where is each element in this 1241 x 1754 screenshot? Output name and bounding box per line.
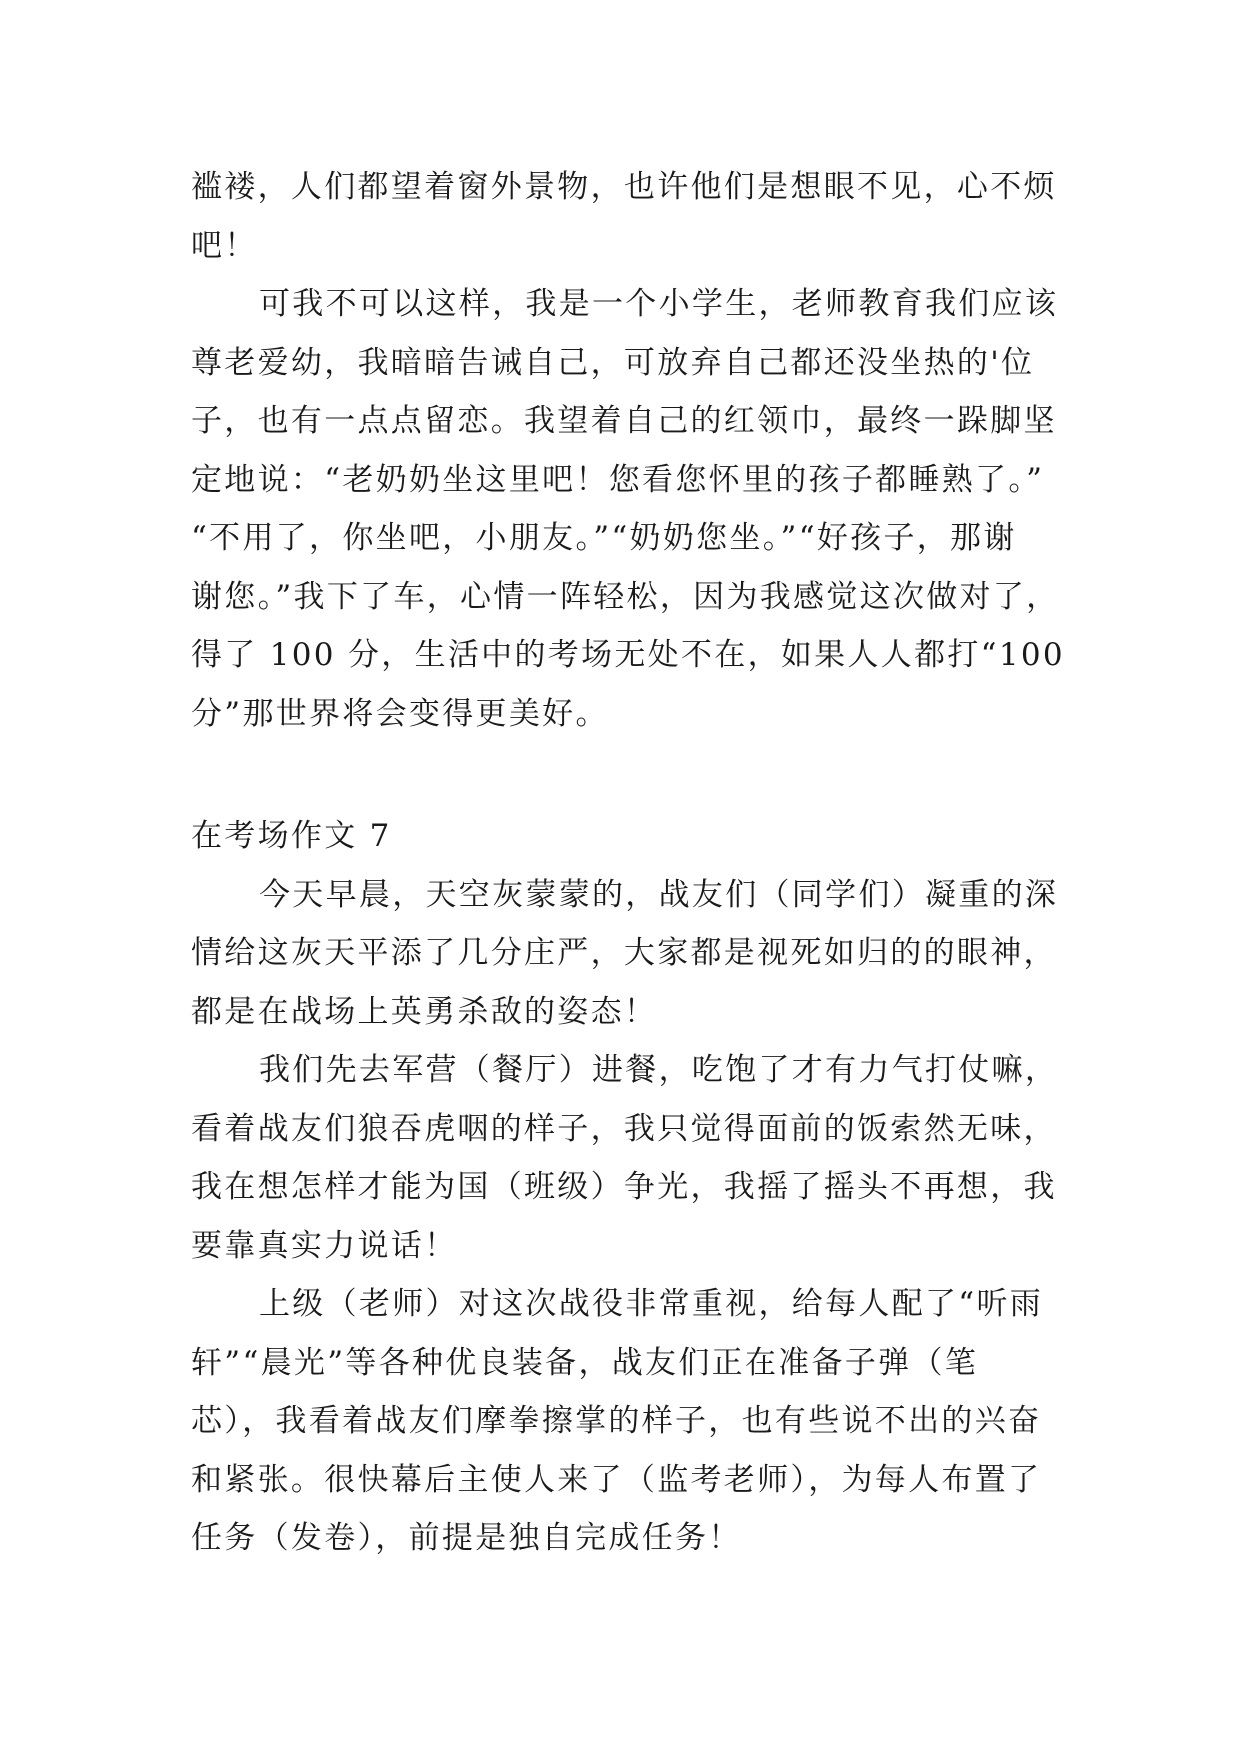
text-line: 看着战友们狼吞虎咽的样子，我只觉得面前的饭索然无味， [191, 1110, 1057, 1147]
text-line: 要靠真实力说话！ [191, 1227, 458, 1264]
text-line: 尊老爱幼，我暗暗告诫自己，可放弃自己都还没坐热的'位 [191, 344, 1035, 381]
text-line: 上级（老师）对这次战役非常重视，给每人配了“听雨 [259, 1286, 1044, 1322]
text-line: 和紧张。很快幕后主使人来了（监考老师），为每人布置了 [191, 1461, 1042, 1498]
text-line: 褴褛，人们都望着窗外景物，也许他们是想眼不见，心不烦 [191, 169, 1057, 205]
text-line: 谢您。”我下了车，心情一阵轻松，因为我感觉这次做对了， [191, 578, 1060, 615]
text-line: 子，也有一点点留恋。我望着自己的红领巾，最终一跺脚坚 [191, 403, 1057, 439]
text-line: 今天早晨，天空灰蒙蒙的，战友们（同学们）凝重的深 [259, 876, 1059, 913]
text-line: 任务（发卷），前提是独自完成任务！ [191, 1520, 742, 1556]
paragraph [191, 1275, 1071, 1568]
paragraph [191, 158, 1071, 275]
paragraph [191, 1041, 1071, 1275]
text-line: 轩”“晨光”等各种优良装备，战友们正在准备子弹（笔 [191, 1344, 979, 1381]
text-line: 我在想怎样才能为国（班级）争光，我摇了摇头不再想，我 [191, 1169, 1057, 1205]
text-line: 得了 100 分，生活中的考场无处不在，如果人人都打“100 [191, 637, 1065, 673]
text-line: 芯），我看着战友们摩拳擦掌的样子，也有些说不出的兴奋 [191, 1403, 1042, 1439]
text-line: 吧！ [191, 227, 258, 264]
text-line: 定地说：“老奶奶坐这里吧！您看您怀里的孩子都睡熟了。” [191, 461, 1045, 498]
text-line: 分”那世界将会变得更美好。 [191, 695, 609, 732]
text-line: “不用了，你坐吧，小朋友。”“奶奶您坐。”“好孩子，那谢 [191, 520, 1017, 556]
section-title: 在考场作文 7 [191, 818, 392, 854]
paragraph [191, 866, 1071, 1042]
text-line: 我们先去军营（餐厅）进餐，吃饱了才有力气打仗嘛， [259, 1052, 1059, 1088]
section-spacer [191, 743, 1071, 807]
text-line: 情给这灰天平添了几分庄严，大家都是视死如归的的眼神， [191, 935, 1057, 971]
text-line: 都是在战场上英勇杀敌的姿态！ [191, 993, 658, 1030]
text-line: 可我不可以这样，我是一个小学生，老师教育我们应该 [259, 286, 1059, 322]
paragraph [191, 275, 1071, 743]
document-page [191, 158, 1071, 1568]
